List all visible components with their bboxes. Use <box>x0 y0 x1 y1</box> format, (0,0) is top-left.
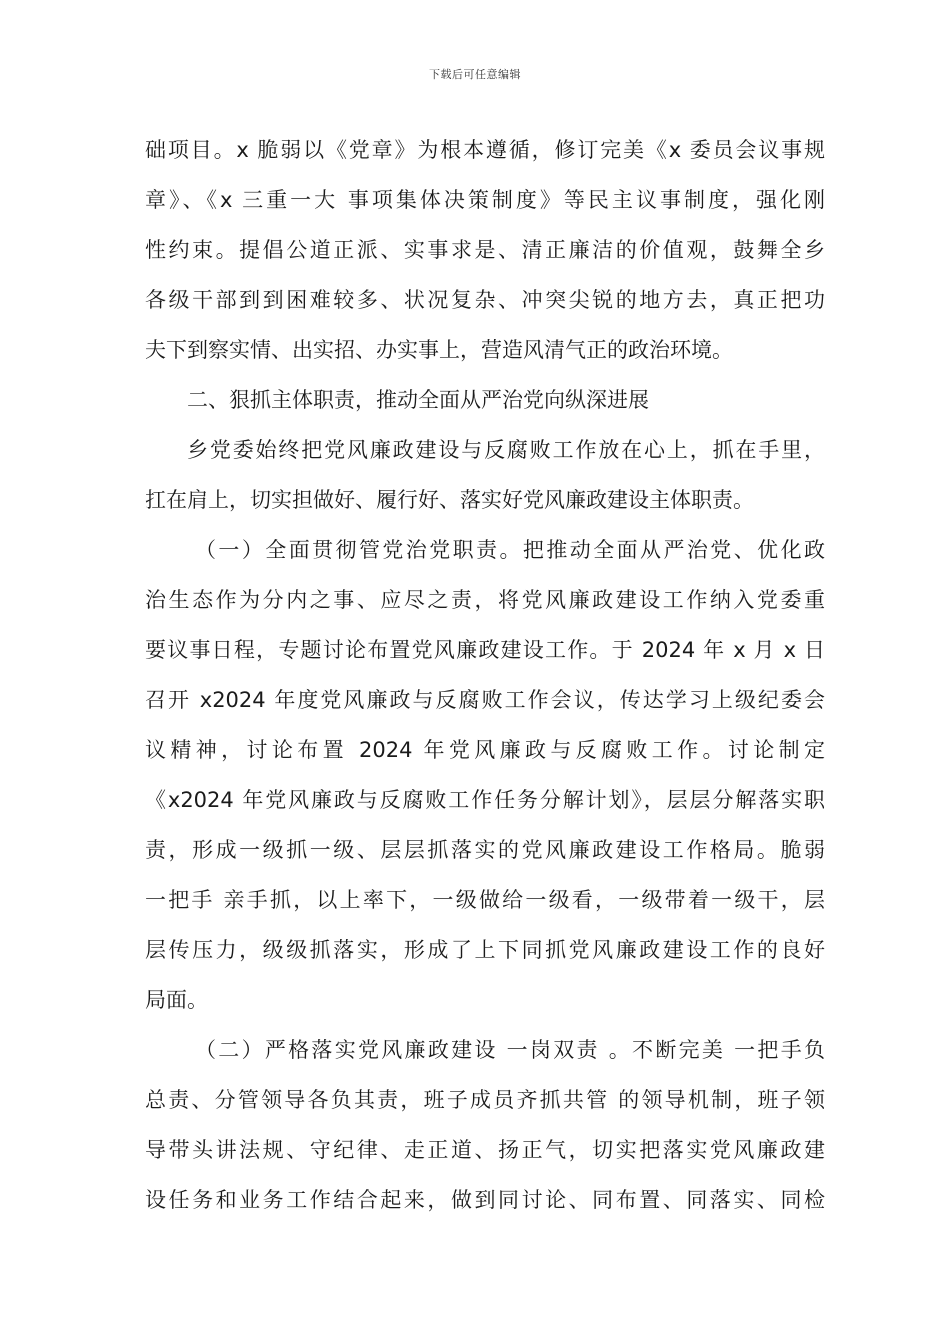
text-line: 夫下到察实情、出实招、办实事上，营造风清气正的政治环境。 <box>145 338 733 362</box>
document-body <box>145 125 825 1225</box>
text-line: 一把手 亲手抓，以上率下，一级做给一级看，一级带着一级干，层 <box>145 888 825 912</box>
text-line: 础项目。x 脆弱以《党章》为根本遵循，修订完美《x 委员会议事规 <box>145 138 825 162</box>
text-line: 扛在肩上，切实担做好、履行好、落实好党风廉政建设主体职责。 <box>145 488 754 512</box>
page-header: 下载后可任意编辑 <box>429 68 521 81</box>
text-line: 要议事日程，专题讨论布置党风廉政建设工作。于 2024 年 x 月 x 日 <box>145 638 825 662</box>
text-line: 责，形成一级抓一级、层层抓落实的党风廉政建设工作格局。脆弱 <box>145 838 825 862</box>
paragraph-3 <box>145 525 825 1025</box>
text-line: 导带头讲法规、守纪律、走正道、扬正气，切实把落实党风廉政建 <box>145 1138 825 1162</box>
text-line: 设任务和业务工作结合起来，做到同讨论、同布置、同落实、同检 <box>145 1188 825 1212</box>
text-line: 性约束。提倡公道正派、实事求是、清正廉洁的价值观，鼓舞全乡 <box>145 238 825 262</box>
text-line: 层传压力，级级抓落实，形成了上下同抓党风廉政建设工作的良好 <box>145 938 825 962</box>
text-line: 议精神，讨论布置 2024 年党风廉政与反腐败工作。讨论制定 <box>145 738 825 762</box>
text-line: 乡党委始终把党风廉政建设与反腐败工作放在心上，抓在手里， <box>187 438 825 462</box>
heading-text: 二、狠抓主体职责，推动全面从严治党向纵深进展 <box>187 388 649 412</box>
paragraph-2 <box>145 425 825 525</box>
text-line: 局面。 <box>145 988 208 1012</box>
text-line: （一）全面贯彻管党治党职责。把推动全面从严治党、优化政 <box>195 538 825 562</box>
text-line: 总责、分管领导各负其责，班子成员齐抓共管 的领导机制，班子领 <box>145 1088 825 1112</box>
text-line: 各级干部到到困难较多、状况复杂、冲突尖锐的地方去，真正把功 <box>145 288 825 312</box>
paragraph-1 <box>145 125 825 375</box>
text-line: 治生态作为分内之事、应尽之责，将党风廉政建设工作纳入党委重 <box>145 588 825 612</box>
text-line: 《x2024 年党风廉政与反腐败工作任务分解计划》，层层分解落实职 <box>145 788 825 812</box>
paragraph-4 <box>145 1025 825 1225</box>
text-line: （二）严格落实党风廉政建设 一岗双责 。不断完美 一把手负 <box>195 1038 825 1062</box>
text-line: 章》、《x 三重一大 事项集体决策制度》等民主议事制度，强化刚 <box>145 188 825 212</box>
section-heading <box>145 375 825 425</box>
text-line: 召开 x2024 年度党风廉政与反腐败工作会议，传达学习上级纪委会 <box>145 688 825 712</box>
